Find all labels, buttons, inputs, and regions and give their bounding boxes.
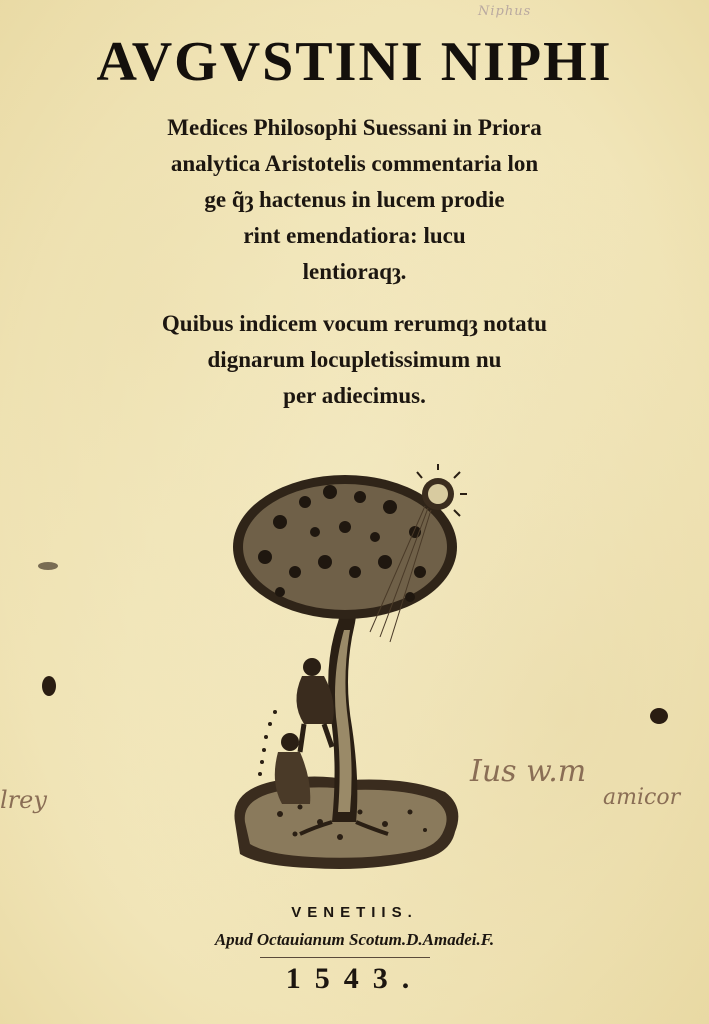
index-paragraph — [40, 306, 669, 414]
ink-stain — [42, 676, 56, 696]
ink-stain — [650, 708, 668, 724]
description-line: analytica Aristotelis commentaria lon — [170, 151, 539, 176]
index-line: per adiecimus. — [283, 383, 426, 408]
index-line: dignarum locupletissimum nu — [207, 347, 502, 372]
index-line: Quibus indicem vocum rerumqȝ notatu — [161, 311, 548, 336]
description-paragraph — [40, 110, 669, 290]
imprint-city: VENETIIS. — [291, 904, 418, 921]
page-title: AVGVSTINI NIPHI — [96, 31, 613, 93]
description-line: ge q̃ȝ hactenus in lucem prodie — [204, 187, 505, 212]
handwritten-note-left: lrey — [0, 786, 47, 814]
description-line: Medices Philosophi Suessani in Priora — [167, 115, 542, 140]
imprint-year: 1543. — [285, 962, 424, 995]
pencil-annotation: Niphus — [478, 4, 532, 19]
description-line: lentioraqȝ. — [302, 259, 407, 284]
tree-woodcut-icon — [220, 462, 470, 882]
imprint-divider — [260, 957, 430, 958]
handwritten-note-middle: Ius w.m — [470, 754, 587, 789]
imprint-printer: Apud Octauianum Scotum.D.Amadei.F. — [214, 930, 495, 949]
handwritten-note-right: amicor — [603, 785, 681, 810]
description-line: rint emendatiora: lucu — [243, 223, 466, 248]
ink-stain — [38, 562, 58, 570]
